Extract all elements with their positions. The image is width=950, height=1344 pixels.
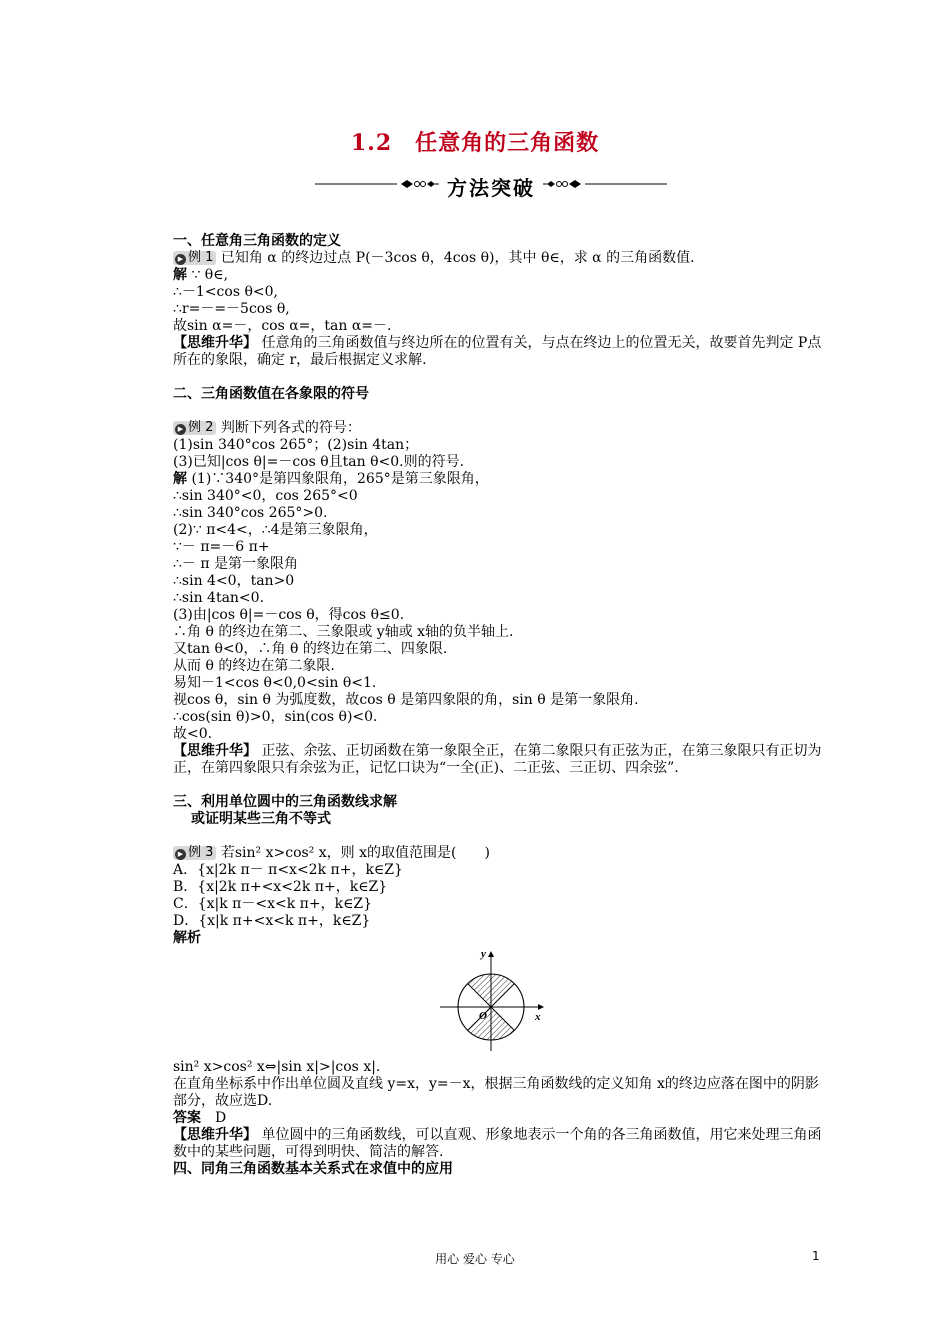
banner-title: 方法突破 [447, 176, 535, 200]
solution-line: ∴－1<cos θ<0, [173, 284, 278, 300]
play-icon: ▶ [175, 849, 186, 860]
example-tag: ▶ 例 2 [173, 421, 216, 435]
solution-line: ∴sin 4<0，tan>0 [173, 573, 295, 589]
section-heading: 三、利用单位圆中的三角函数线求解 [173, 794, 397, 810]
example-problem: ▶ 例 2 判断下列各式的符号： [173, 420, 823, 437]
insight-note: 【思维升华】 任意角的三角函数值与终边所在的位置有关，与点在终边上的位置无关，故要首先判定 P点所在的象限，确定 r，最后根据定义求解. [173, 335, 822, 368]
example-problem: ▶ 例 1 已知角 α 的终边过点 P(－3cos θ，4cos θ)，其中 θ∈，求 α 的三角函数值. [173, 250, 823, 267]
analysis-line: 在直角坐标系中作出单位圆及直线 y=x，y=－x，根据三角函数线的定义知角 x的终边应落在图中的阴影部分，故应选D. [173, 1076, 819, 1109]
problem-line: (1)sin 340°cos 265°；(2)sin 4tan； [173, 437, 419, 453]
origin-label: O [479, 1010, 487, 1022]
solution-line: ∴sin 4tan<0. [173, 590, 265, 606]
section-banner [315, 171, 667, 200]
y-axis-label: y [481, 948, 486, 960]
x-axis-label: x [535, 1011, 541, 1023]
solution-line: (3)由|cos θ|=－cos θ，得cos θ≤0. [173, 607, 405, 623]
example-problem: ▶ 例 3 若sin² x>cos² x，则 x的取值范围是( ) [173, 845, 823, 862]
solution-line: 故sin α=－，cos α=，tan α=－. [173, 318, 392, 334]
section-heading: 四、同角三角函数基本关系式在求值中的应用 [173, 1161, 453, 1177]
solution-line: ∴sin 340°<0，cos 265°<0 [173, 488, 358, 504]
answer-line: 答案 D [173, 1110, 227, 1126]
solution-line: 故<0. [173, 726, 213, 742]
option-a: A．{x|2k π－ π<x<2k π+，k∈Z} [173, 862, 403, 878]
problem-line: (3)已知|cos θ|=－cos θ且tan θ<0.则的符号. [173, 454, 465, 470]
solution-line: ∴－ π 是第一象限角 [173, 556, 299, 572]
solution-line: ∵－ π=－6 π+ [173, 539, 270, 555]
analysis-line: sin² x>cos² x⇔|sin x|>|cos x|. [173, 1059, 381, 1075]
example-tag: ▶ 例 1 [173, 251, 216, 265]
section-heading: 一、任意角三角函数的定义 [173, 233, 341, 249]
section-heading-cont: 或证明某些三角不等式 [191, 811, 331, 827]
solution-line: 又tan θ<0，∴角 θ 的终边在第二、四象限. [173, 641, 448, 657]
page-number: 1 [812, 1249, 820, 1263]
solution-line: ∴sin 340°cos 265°>0. [173, 505, 328, 521]
solution-line: 解 ∵ θ∈, [173, 267, 229, 283]
solution-line: 从而 θ 的终边在第二象限. [173, 658, 335, 674]
solution-line: 易知－1<cos θ<0,0<sin θ<1. [173, 675, 377, 691]
document-body [173, 233, 823, 1178]
insight-note: 【思维升华】 单位圆中的三角函数线，可以直观、形象地表示一个角的各三角函数值，用它来处理三角函数中的某些问题，可得到明快、简洁的解答. [173, 1127, 822, 1160]
solution-line: ∴r=－=－5cos θ, [173, 301, 290, 317]
option-d: D．{x|k π+<x<k π+，k∈Z} [173, 913, 371, 929]
page-title: 1.2 任意角的三角函数 [350, 130, 600, 156]
solution-line: 解 (1)∵340°是第四象限角，265°是第三象限角， [173, 471, 489, 487]
solution-line: 视cos θ，sin θ 为弧度数，故cos θ 是第四象限的角，sin θ 是第一象限角. [173, 692, 639, 708]
example-tag: ▶ 例 3 [173, 846, 216, 860]
insight-note: 【思维升华】 正弦、余弦、正切函数在第一象限全正，在第二象限只有正弦为正，在第三象限只有正切为正，在第四象限只有余弦为正，记忆口诀为“一全(正)、二正弦、三正切、四余弦”. [173, 743, 822, 776]
solution-line: (2)∵ π<4<，∴4是第三象限角， [173, 522, 378, 538]
option-b: B．{x|2k π+<x<2k π+，k∈Z} [173, 879, 388, 895]
solution-line: ∴cos(sin θ)>0，sin(cos θ)<0. [173, 709, 378, 725]
play-icon: ▶ [175, 254, 186, 265]
option-c: C．{x|k π－<x<k π+，k∈Z} [173, 896, 373, 912]
analysis-label: 解析 [173, 930, 201, 946]
unit-circle-diagram [438, 947, 548, 1057]
page-footer: 用心 爱心 专心 [435, 1252, 515, 1266]
unit-circle-figure [173, 947, 823, 1059]
section-heading: 二、三角函数值在各象限的符号 [173, 386, 369, 402]
solution-line: ∴角 θ 的终边在第二、三象限或 y轴或 x轴的负半轴上. [173, 624, 514, 640]
play-icon: ▶ [175, 424, 186, 435]
